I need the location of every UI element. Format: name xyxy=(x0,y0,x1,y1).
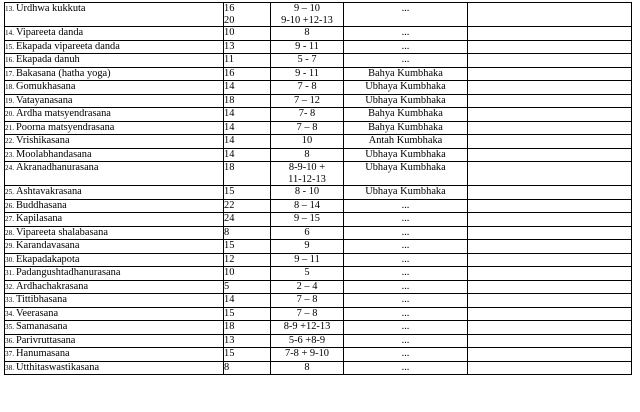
kumbhaka-cell: ... xyxy=(344,280,468,294)
asana-name: Karandavasana xyxy=(15,240,80,251)
kumbhaka-cell: Ubhaya Kumbhaka xyxy=(344,81,468,95)
count-value: 14 xyxy=(224,121,235,133)
row-number: 15. xyxy=(5,42,14,51)
asana-name: Vatayanasana xyxy=(15,94,73,106)
count-cell xyxy=(224,321,271,335)
count-value: 24 xyxy=(224,213,235,224)
stage-range-value: 9 – 11 xyxy=(294,253,320,265)
count-value: 10 xyxy=(224,267,235,278)
kumbhaka-cell: Ubhaya Kumbhaka xyxy=(344,162,468,186)
empty-cell xyxy=(468,108,632,122)
stage-range-value: 8-9-10 + xyxy=(288,162,326,173)
stage-range-cell xyxy=(271,321,344,335)
count-cell xyxy=(224,267,271,281)
asana-name: Moolabhandasana xyxy=(15,148,92,160)
asana-name-cell xyxy=(5,321,224,335)
stage-range-value: 7-8 + 9-10 xyxy=(285,348,329,359)
asana-name-cell xyxy=(5,3,224,27)
row-number: 17. xyxy=(5,69,14,78)
stage-range-cell xyxy=(271,307,344,321)
stage-range-cell xyxy=(271,94,344,108)
count-cell xyxy=(224,226,271,240)
stage-range-value: 5-6 +8-9 xyxy=(288,334,326,346)
count-cell xyxy=(224,213,271,227)
asana-name-cell xyxy=(5,267,224,281)
stage-range-value: 8 - 10 xyxy=(294,186,320,197)
kumbhaka-cell: ... xyxy=(344,213,468,227)
stage-range-cell xyxy=(271,253,344,267)
count-value: 8 xyxy=(224,361,230,373)
table-row xyxy=(5,81,632,95)
row-number: 31. xyxy=(5,269,14,277)
count-cell xyxy=(224,135,271,149)
row-number: 38. xyxy=(5,363,14,372)
stage-range-value: 9-10 +12-13 xyxy=(281,14,333,26)
asana-name: Hanumasana xyxy=(15,348,70,359)
empty-cell xyxy=(468,148,632,162)
count-value: 22 xyxy=(224,199,235,211)
stage-range-cell xyxy=(271,226,344,240)
kumbhaka-cell: ... xyxy=(344,199,468,213)
asana-name: Ardha matsyendrasana xyxy=(15,108,111,119)
asana-name-cell xyxy=(5,253,224,267)
stage-range-cell xyxy=(271,199,344,213)
asana-name-cell xyxy=(5,348,224,362)
row-number: 35. xyxy=(5,323,14,331)
empty-cell xyxy=(468,267,632,281)
count-value: 8 xyxy=(224,226,230,238)
kumbhaka-cell: ... xyxy=(344,361,468,375)
row-number: 14. xyxy=(5,29,14,37)
count-cell xyxy=(224,307,271,321)
count-value: 15 xyxy=(224,348,235,359)
count-cell xyxy=(224,199,271,213)
asana-name: Ekapadakapota xyxy=(15,253,80,265)
table-row xyxy=(5,213,632,227)
count-value: 14 xyxy=(224,294,235,305)
stage-range-cell xyxy=(271,40,344,54)
asana-name: Vrishikasana xyxy=(15,135,70,146)
kumbhaka-cell: ... xyxy=(344,226,468,240)
kumbhaka-cell: ... xyxy=(344,54,468,68)
asana-table-body xyxy=(5,3,632,375)
empty-cell xyxy=(468,162,632,186)
kumbhaka-cell: Antah Kumbhaka xyxy=(344,135,468,149)
asana-name-cell xyxy=(5,294,224,308)
stage-range-value: 8-9 +12-13 xyxy=(283,321,331,332)
asana-name-cell xyxy=(5,334,224,348)
stage-range-value: 7 – 8 xyxy=(296,307,318,319)
table-row xyxy=(5,199,632,213)
count-cell xyxy=(224,27,271,41)
stage-range-value: 8 – 14 xyxy=(294,199,320,211)
asana-name: Ekapada vipareeta danda xyxy=(15,40,120,52)
stage-range-cell xyxy=(271,81,344,95)
stage-range-cell xyxy=(271,348,344,362)
stage-range-value: 9 – 15 xyxy=(294,213,320,224)
stage-range-value: 9 – 10 xyxy=(294,3,320,14)
asana-name: Gomukhasana xyxy=(15,81,76,92)
count-value: 11 xyxy=(224,54,235,65)
asana-name-cell xyxy=(5,280,224,294)
asana-name-cell xyxy=(5,162,224,186)
stage-range-cell xyxy=(271,148,344,162)
table-row xyxy=(5,280,632,294)
stage-range-cell xyxy=(271,186,344,200)
table-row xyxy=(5,321,632,335)
empty-cell xyxy=(468,81,632,95)
asana-name: Urdhwa kukkuta xyxy=(15,3,86,14)
kumbhaka-cell: Bahya Kumbhaka xyxy=(344,67,468,81)
count-value: 18 xyxy=(224,162,235,173)
kumbhaka-cell: Ubhaya Kumbhaka xyxy=(344,186,468,200)
asana-table-page xyxy=(4,2,631,375)
empty-cell xyxy=(468,40,632,54)
table-row xyxy=(5,40,632,54)
count-cell xyxy=(224,361,271,375)
empty-cell xyxy=(468,294,632,308)
asana-name-cell xyxy=(5,135,224,149)
stage-range-cell xyxy=(271,213,344,227)
stage-range-cell xyxy=(271,121,344,135)
count-cell xyxy=(224,148,271,162)
stage-range-value: 8 xyxy=(304,361,310,373)
table-row xyxy=(5,226,632,240)
row-number: 27. xyxy=(5,215,14,223)
kumbhaka-cell: ... xyxy=(344,240,468,254)
asana-name: Bakasana (hatha yoga) xyxy=(15,67,111,79)
asana-name: Kapilasana xyxy=(15,213,63,224)
kumbhaka-cell: ... xyxy=(344,267,468,281)
count-cell xyxy=(224,186,271,200)
asana-name: Akranadhanurasana xyxy=(15,162,99,173)
kumbhaka-cell: ... xyxy=(344,334,468,348)
table-row xyxy=(5,267,632,281)
asana-name: Samanasana xyxy=(15,321,68,332)
row-number: 19. xyxy=(5,96,14,105)
count-cell xyxy=(224,81,271,95)
count-cell xyxy=(224,94,271,108)
stage-range-cell xyxy=(271,67,344,81)
table-row xyxy=(5,240,632,254)
stage-range-value: 5 - 7 xyxy=(297,54,317,65)
stage-range-cell xyxy=(271,280,344,294)
table-row xyxy=(5,348,632,362)
kumbhaka-cell: Bahya Kumbhaka xyxy=(344,108,468,122)
empty-cell xyxy=(468,334,632,348)
stage-range-value: 7 – 12 xyxy=(294,94,320,106)
count-cell xyxy=(224,121,271,135)
count-cell xyxy=(224,294,271,308)
asana-table xyxy=(4,2,632,375)
count-value: 5 xyxy=(224,280,230,292)
count-value: 18 xyxy=(224,94,235,106)
row-number: 16. xyxy=(5,56,14,64)
count-cell xyxy=(224,40,271,54)
table-row xyxy=(5,27,632,41)
count-cell xyxy=(224,334,271,348)
asana-name: Veerasana xyxy=(15,307,59,319)
asana-name: Utthitaswastikasana xyxy=(15,361,100,373)
row-number: 23. xyxy=(5,150,14,159)
asana-name-cell xyxy=(5,54,224,68)
empty-cell xyxy=(468,226,632,240)
empty-cell xyxy=(468,240,632,254)
empty-cell xyxy=(468,135,632,149)
row-number: 20. xyxy=(5,110,14,118)
stage-range-value: 7 - 8 xyxy=(297,81,317,92)
stage-range-value: 9 - 11 xyxy=(295,40,319,52)
empty-cell xyxy=(468,361,632,375)
count-cell xyxy=(224,162,271,186)
stage-range-cell xyxy=(271,294,344,308)
row-number: 28. xyxy=(5,228,14,237)
kumbhaka-cell: ... xyxy=(344,348,468,362)
asana-name: Buddhasana xyxy=(15,199,67,211)
stage-range-value: 11-12-13 xyxy=(288,173,326,185)
asana-name-cell xyxy=(5,307,224,321)
asana-name: Ardhachakrasana xyxy=(15,280,89,292)
asana-name: Vipareeta danda xyxy=(15,27,84,38)
count-value: 13 xyxy=(224,334,235,346)
stage-range-value: 7 – 8 xyxy=(296,294,318,305)
kumbhaka-cell: ... xyxy=(344,27,468,41)
stage-range-cell xyxy=(271,361,344,375)
stage-range-cell xyxy=(271,3,344,27)
asana-name: Parivruttasana xyxy=(15,334,76,346)
empty-cell xyxy=(468,213,632,227)
stage-range-value: 2 – 4 xyxy=(296,280,318,292)
row-number: 25. xyxy=(5,188,14,196)
count-cell xyxy=(224,108,271,122)
kumbhaka-cell: Ubhaya Kumbhaka xyxy=(344,94,468,108)
kumbhaka-cell: ... xyxy=(344,3,468,27)
row-number: 13. xyxy=(5,5,14,13)
asana-name: Ashtavakrasana xyxy=(15,186,82,197)
asana-name: Tittibhasana xyxy=(15,294,67,305)
count-value: 16 xyxy=(224,3,235,14)
asana-name-cell xyxy=(5,67,224,81)
count-value: 15 xyxy=(224,240,235,251)
count-cell xyxy=(224,280,271,294)
empty-cell xyxy=(468,121,632,135)
stage-range-value: 7 – 8 xyxy=(296,121,318,133)
stage-range-cell xyxy=(271,54,344,68)
count-value: 16 xyxy=(224,67,235,79)
kumbhaka-cell: Bahya Kumbhaka xyxy=(344,121,468,135)
stage-range-cell xyxy=(271,334,344,348)
stage-range-cell xyxy=(271,135,344,149)
asana-name-cell xyxy=(5,148,224,162)
table-row xyxy=(5,162,632,186)
stage-range-cell xyxy=(271,162,344,186)
count-cell xyxy=(224,240,271,254)
count-cell xyxy=(224,67,271,81)
kumbhaka-cell: ... xyxy=(344,321,468,335)
asana-name-cell xyxy=(5,186,224,200)
count-value: 12 xyxy=(224,253,235,265)
count-value: 20 xyxy=(224,14,235,26)
kumbhaka-cell: ... xyxy=(344,253,468,267)
asana-name-cell xyxy=(5,94,224,108)
table-row xyxy=(5,135,632,149)
count-cell xyxy=(224,348,271,362)
table-row xyxy=(5,148,632,162)
table-row xyxy=(5,294,632,308)
stage-range-value: 9 xyxy=(304,240,310,251)
stage-range-cell xyxy=(271,108,344,122)
asana-name: Vipareeta shalabasana xyxy=(15,226,108,238)
stage-range-value: 9 - 11 xyxy=(295,67,319,79)
row-number: 32. xyxy=(5,282,14,291)
empty-cell xyxy=(468,199,632,213)
asana-name-cell xyxy=(5,226,224,240)
stage-range-value: 8 xyxy=(304,148,310,160)
row-number: 34. xyxy=(5,309,14,318)
table-row xyxy=(5,54,632,68)
stage-range-cell xyxy=(271,240,344,254)
empty-cell xyxy=(468,54,632,68)
count-cell xyxy=(224,54,271,68)
row-number: 30. xyxy=(5,255,14,264)
empty-cell xyxy=(468,186,632,200)
asana-name-cell xyxy=(5,108,224,122)
row-number: 36. xyxy=(5,336,14,345)
asana-name-cell xyxy=(5,213,224,227)
asana-name-cell xyxy=(5,121,224,135)
empty-cell xyxy=(468,307,632,321)
row-number: 33. xyxy=(5,296,14,304)
asana-name: Padangushtadhanurasana xyxy=(15,267,121,278)
empty-cell xyxy=(468,280,632,294)
table-row xyxy=(5,334,632,348)
kumbhaka-cell: Ubhaya Kumbhaka xyxy=(344,148,468,162)
asana-name-cell xyxy=(5,81,224,95)
asana-name-cell xyxy=(5,27,224,41)
row-number: 22. xyxy=(5,137,14,145)
empty-cell xyxy=(468,94,632,108)
count-value: 15 xyxy=(224,307,235,319)
kumbhaka-cell: ... xyxy=(344,307,468,321)
count-value: 10 xyxy=(224,27,235,38)
table-row xyxy=(5,108,632,122)
row-number: 29. xyxy=(5,242,14,250)
table-row xyxy=(5,186,632,200)
stage-range-cell xyxy=(271,267,344,281)
stage-range-value: 6 xyxy=(304,226,310,238)
empty-cell xyxy=(468,348,632,362)
empty-cell xyxy=(468,321,632,335)
count-value: 18 xyxy=(224,321,235,332)
asana-name: Ekapada danuh xyxy=(15,54,80,65)
table-row xyxy=(5,307,632,321)
row-number: 21. xyxy=(5,123,14,132)
stage-range-cell xyxy=(271,27,344,41)
empty-cell xyxy=(468,27,632,41)
empty-cell xyxy=(468,67,632,81)
asana-name-cell xyxy=(5,240,224,254)
table-row xyxy=(5,67,632,81)
kumbhaka-cell: ... xyxy=(344,40,468,54)
row-number: 26. xyxy=(5,201,14,210)
asana-name-cell xyxy=(5,40,224,54)
table-row xyxy=(5,94,632,108)
asana-name: Poorna matsyendrasana xyxy=(15,121,115,133)
table-row xyxy=(5,253,632,267)
count-value: 15 xyxy=(224,186,235,197)
table-row xyxy=(5,121,632,135)
count-value: 14 xyxy=(224,108,235,119)
stage-range-value: 8 xyxy=(304,27,310,38)
row-number: 37. xyxy=(5,350,14,358)
count-cell xyxy=(224,3,271,27)
kumbhaka-cell: ... xyxy=(344,294,468,308)
table-row xyxy=(5,361,632,375)
asana-name-cell xyxy=(5,199,224,213)
empty-cell xyxy=(468,3,632,27)
stage-range-value: 10 xyxy=(301,135,313,146)
table-row xyxy=(5,3,632,27)
asana-name-cell xyxy=(5,361,224,375)
empty-cell xyxy=(468,253,632,267)
stage-range-value: 7- 8 xyxy=(298,108,316,119)
count-value: 14 xyxy=(224,148,235,160)
count-value: 13 xyxy=(224,40,235,52)
row-number: 24. xyxy=(5,164,14,172)
count-cell xyxy=(224,253,271,267)
row-number: 18. xyxy=(5,83,14,91)
stage-range-value: 5 xyxy=(304,267,310,278)
count-value: 14 xyxy=(224,135,235,146)
count-value: 14 xyxy=(224,81,235,92)
